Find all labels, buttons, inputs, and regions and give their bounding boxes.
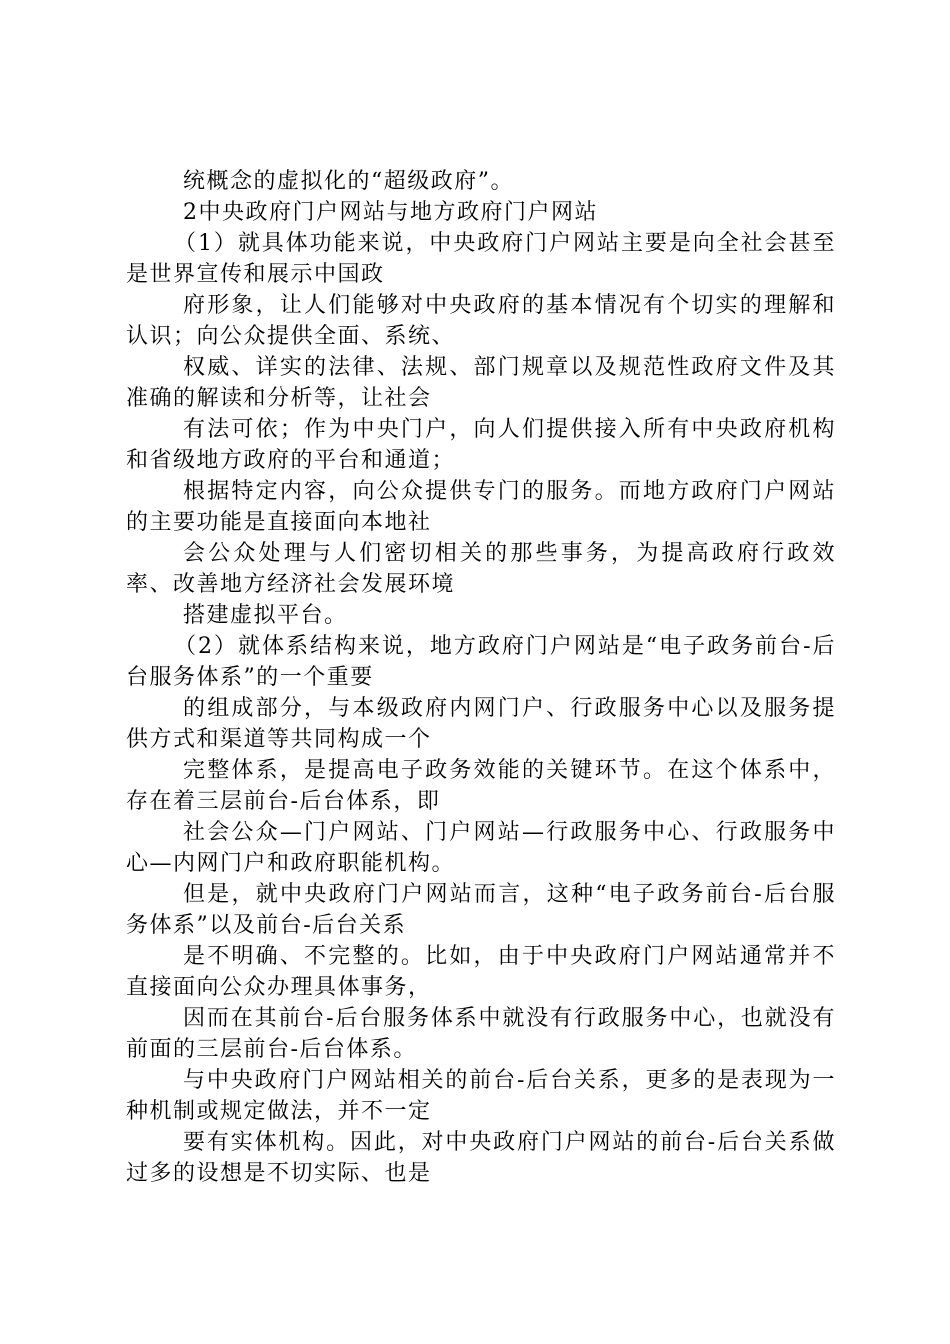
text-paragraph: （1）就具体功能来说，中央政府门户网站主要是向全社会甚至是世界宣传和展示中国政: [126, 231, 836, 287]
text-paragraph: 根据特定内容，向公众提供专门的服务。而地方政府门户网站的主要功能是直接面向本地社: [126, 479, 836, 535]
text-paragraph: 的组成部分，与本级政府内网门户、行政服务中心以及服务提供方式和渠道等共同构成一个: [126, 696, 836, 752]
text-paragraph: 权威、详实的法律、法规、部门规章以及规范性政府文件及其准确的解读和分析等，让社会: [126, 355, 836, 411]
text-paragraph: 要有实体机构。因此，对中央政府门户网站的前台-后台关系做过多的设想是不切实际、也是: [126, 1130, 836, 1186]
text-paragraph: 有法可依；作为中央门户，向人们提供接入所有中央政府机构和省级地方政府的平台和通道；: [126, 417, 836, 473]
text-paragraph: 因而在其前台-后台服务体系中就没有行政服务中心，也就没有前面的三层前台-后台体系。: [126, 1006, 836, 1062]
text-paragraph: 府形象，让人们能够对中央政府的基本情况有个切实的理解和认识；向公众提供全面、系统、: [126, 293, 836, 349]
text-paragraph: 完整体系，是提高电子政务效能的关键环节。在这个体系中，存在着三层前台-后台体系，即: [126, 758, 836, 814]
text-paragraph: 社会公众—门户网站、门户网站—行政服务中心、行政服务中心—内网门户和政府职能机构。: [126, 820, 836, 876]
text-paragraph: 会公众处理与人们密切相关的那些事务，为提高政府行政效率、改善地方经济社会发展环境: [126, 541, 836, 597]
document-body: [126, 166, 836, 1189]
text-paragraph: 是不明确、不完整的。比如，由于中央政府门户网站通常并不直接面向公众办理具体事务，: [126, 944, 836, 1000]
text-paragraph: 统概念的虚拟化的“超级政府”。: [183, 169, 514, 194]
section-heading: 2中央政府门户网站与地方政府门户网站: [183, 200, 598, 225]
text-paragraph: 但是，就中央政府门户网站而言，这种“电子政务前台-后台服务体系”以及前台-后台关系: [126, 882, 836, 938]
text-paragraph: 搭建虚拟平台。: [183, 603, 348, 628]
text-paragraph: （2）就体系结构来说，地方政府门户网站是“电子政务前台-后台服务体系”的一个重要: [126, 634, 836, 690]
text-paragraph: 与中央政府门户网站相关的前台-后台关系，更多的是表现为一种机制或规定做法，并不一定: [126, 1068, 836, 1124]
